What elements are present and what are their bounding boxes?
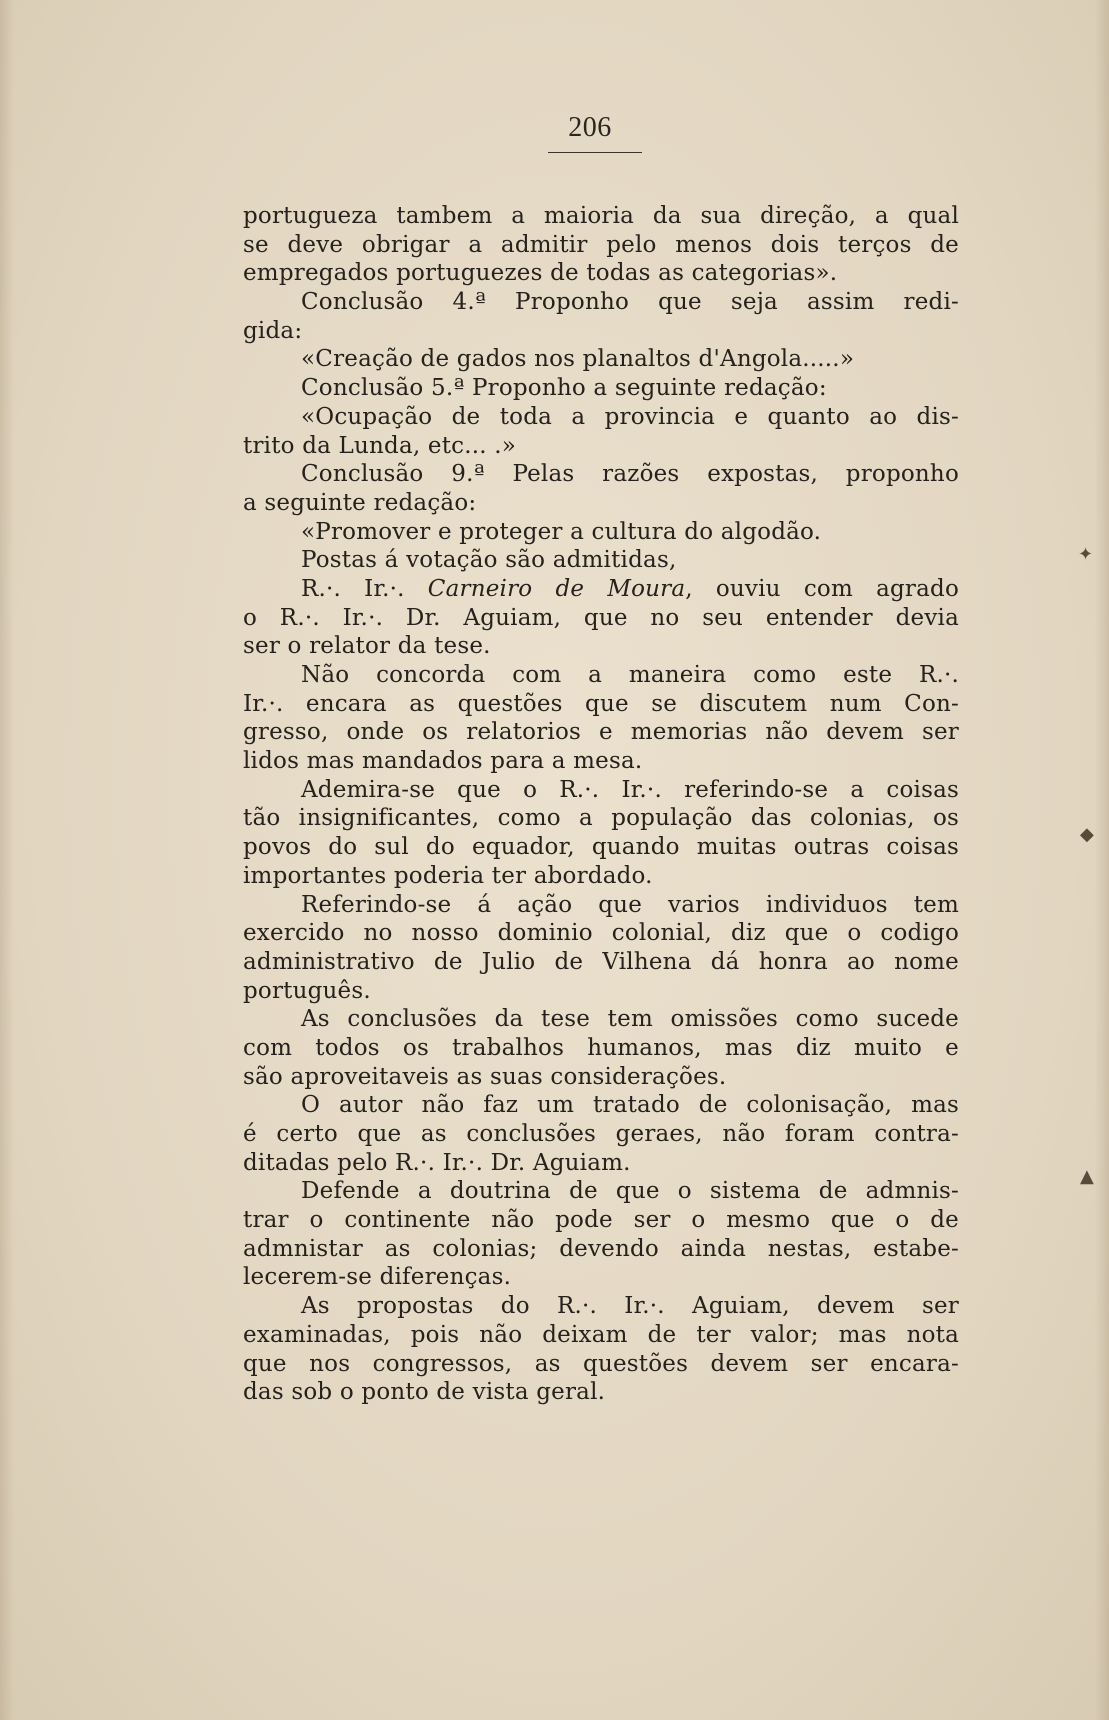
text-line-content: As propostas do R.·. Ir.·. Aguiam, devem ser <box>301 1293 959 1320</box>
text-line-content: Conclusão 9.ª Pelas razões expostas, proponho <box>301 461 959 488</box>
text-line-content: exercido no nosso dominio colonial, diz que o codigo <box>243 920 959 947</box>
text-line-content: Postas á votação são admitidas, <box>301 547 677 574</box>
text-line-content: Ademira-se que o R.·. Ir.·. referindo-se a coisas <box>301 776 959 803</box>
text-line <box>243 1350 959 1379</box>
text-line <box>243 1177 959 1206</box>
text-line-content: lidos mas mandados para a mesa. <box>243 748 643 775</box>
text-line-content: português. <box>243 977 371 1004</box>
margin-mark-icon: ◆ <box>1080 824 1094 845</box>
text-line-content: trito da Lunda, etc... .» <box>243 432 517 459</box>
text-line <box>243 690 959 719</box>
text-line-content: R.·. Ir.·. <box>301 575 428 602</box>
text-line-content: gida: <box>243 317 303 344</box>
text-line <box>243 288 959 317</box>
text-line <box>243 1378 959 1407</box>
text-line <box>243 1235 959 1264</box>
text-line-content: gresso, onde os relatorios e memorias não devem ser <box>243 719 959 746</box>
text-line <box>243 776 959 805</box>
text-line-content: admnistar as colonias; devendo ainda nestas, estabe- <box>243 1235 959 1262</box>
text-line-content: que nos congressos, as questões devem ser encara- <box>243 1350 959 1377</box>
text-line <box>243 1292 959 1321</box>
text-line <box>243 862 959 891</box>
text-line <box>243 632 959 661</box>
text-line-content: Defende a doutrina de que o sistema de admnis- <box>301 1178 959 1205</box>
text-line <box>243 432 959 461</box>
text-line-content: das sob o ponto de vista geral. <box>243 1379 606 1406</box>
text-line <box>243 1034 959 1063</box>
text-line <box>243 919 959 948</box>
text-line <box>243 403 959 432</box>
text-line <box>243 575 959 604</box>
text-line <box>243 948 959 977</box>
text-line <box>243 1091 959 1120</box>
text-line-content: Conclusão 5.ª Proponho a seguinte redação: <box>301 375 827 402</box>
text-line-content: lecerem-se diferenças. <box>243 1264 512 1291</box>
text-line <box>243 1263 959 1292</box>
text-line-content: o R.·. Ir.·. Dr. Aguiam, que no seu entender devia <box>243 604 959 631</box>
text-line <box>243 661 959 690</box>
text-line-content: a seguinte redação: <box>243 489 477 516</box>
text-line-content: portugueza tambem a maioria da sua direção, a qual <box>243 203 959 229</box>
text-line-content: importantes poderia ter abordado. <box>243 862 653 889</box>
text-line-content: povos do sul do equador, quando muitas outras coisas <box>243 834 959 861</box>
text-line-content: com todos os trabalhos humanos, mas diz muito e <box>243 1034 959 1061</box>
text-line <box>243 833 959 862</box>
text-line <box>243 1149 959 1178</box>
text-line-content: «Creação de gados nos planaltos d'Angola.....» <box>301 346 855 373</box>
text-line <box>243 718 959 747</box>
text-line-content: empregados portuguezes de todas as categorias». <box>243 260 838 287</box>
text-line-content: Conclusão 4.ª Proponho que seja assim redi- <box>301 289 959 316</box>
text-line <box>243 374 959 403</box>
text-line-content: Ir.·. encara as questões que se discutem num Con- <box>243 690 959 717</box>
text-line <box>243 1321 959 1350</box>
text-line <box>243 317 959 346</box>
text-line <box>243 231 959 260</box>
page-number: 206 <box>568 112 612 143</box>
text-line-content: Não concorda com a maneira como este R.·. <box>301 662 959 688</box>
text-line-content: «Promover e proteger a cultura do algodão. <box>301 518 822 545</box>
text-line <box>243 1063 959 1092</box>
page-left-edge <box>0 0 14 1720</box>
text-line <box>243 518 959 547</box>
text-line <box>243 891 959 920</box>
text-line-content: Referindo-se á ação que varios individuos tem <box>301 891 959 918</box>
text-line <box>243 460 959 489</box>
page-right-edge <box>1095 0 1109 1720</box>
text-line-content: «Ocupação de toda a provincia e quanto ao dis- <box>301 403 959 430</box>
text-line-content: ser o relator da tese. <box>243 633 491 660</box>
text-line <box>243 259 959 288</box>
italic-name: Carneiro de Moura <box>427 575 686 602</box>
text-line <box>243 345 959 374</box>
text-line-content: ditadas pelo R.·. Ir.·. Dr. Aguiam. <box>243 1149 631 1176</box>
body-text <box>243 202 959 1407</box>
text-line <box>243 804 959 833</box>
text-line-content: O autor não faz um tratado de colonisação, mas <box>301 1092 959 1119</box>
text-line-content: , ouviu com agrado <box>685 575 960 602</box>
text-line-content: é certo que as conclusões geraes, não foram contra- <box>243 1121 959 1147</box>
text-line <box>243 1120 959 1149</box>
text-line-content: tão insignificantes, como a população das colonias, os <box>243 805 959 832</box>
text-line-content: examinadas, pois não deixam de ter valor; mas nota <box>243 1321 959 1348</box>
text-line-content: administrativo de Julio de Vilhena dá honra ao nome <box>243 948 959 975</box>
margin-mark-icon: ✦ <box>1078 544 1094 565</box>
text-line-content: As conclusões da tese tem omissões como sucede <box>301 1006 959 1033</box>
text-line-content: se deve obrigar a admitir pelo menos dois terços de <box>243 231 959 258</box>
text-line <box>243 546 959 575</box>
text-line <box>243 1206 959 1235</box>
text-line-content: trar o continente não pode ser o mesmo que o de <box>243 1207 959 1234</box>
text-line <box>243 489 959 518</box>
margin-mark-icon: ▲ <box>1080 1166 1094 1187</box>
text-line-content: são aproveitaveis as suas considerações. <box>243 1063 727 1090</box>
text-line <box>243 604 959 633</box>
page-number-underline <box>548 152 642 153</box>
text-line <box>243 747 959 776</box>
text-line <box>243 202 959 231</box>
text-line <box>243 1005 959 1034</box>
text-line <box>243 977 959 1006</box>
